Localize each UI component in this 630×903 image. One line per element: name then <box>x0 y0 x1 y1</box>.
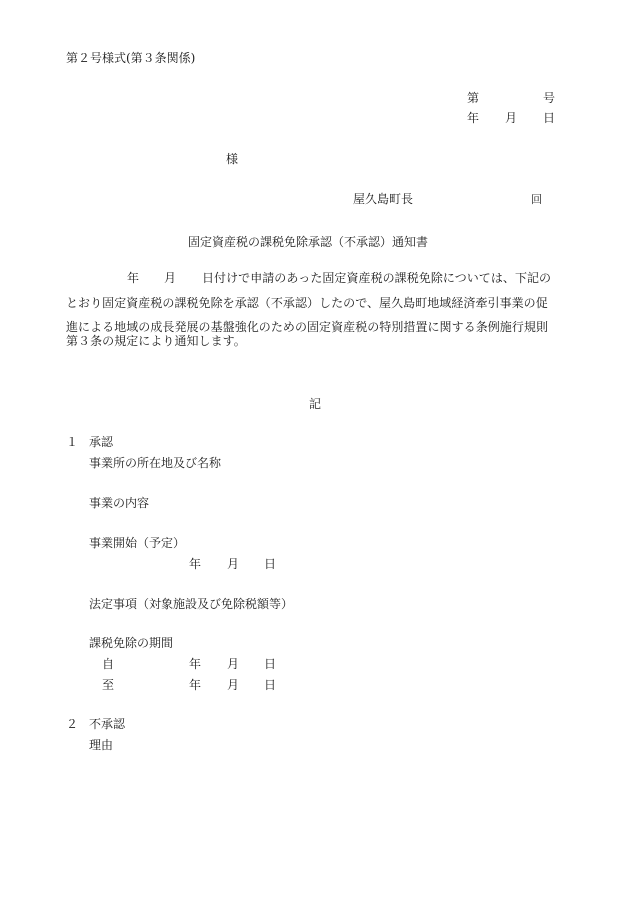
reason-label: 理由 <box>89 738 114 752</box>
period-to-month: 月 <box>227 678 240 692</box>
period-to-label: 至 <box>102 678 115 692</box>
start-date-day: 日 <box>264 557 277 571</box>
section1-number: １ <box>66 435 79 449</box>
body-month: 月 <box>164 271 177 285</box>
official-seal-mark: 回 <box>531 193 542 206</box>
body-line-3: 進による地域の成長発展の基盤強化のための固定資産税の特別措置に関する条例施行規則 <box>66 320 549 334</box>
item-location-label: 事業所の所在地及び名称 <box>89 456 222 470</box>
start-date-year: 年 <box>189 557 202 571</box>
period-from-day: 日 <box>264 657 277 671</box>
start-date-month: 月 <box>227 557 240 571</box>
item-legal-label: 法定事項（対象施設及び免除税額等） <box>89 597 294 611</box>
doc-date-day: 日 <box>543 111 556 125</box>
period-from-year: 年 <box>189 657 202 671</box>
item-content-label: 事業の内容 <box>89 496 150 510</box>
period-from-label: 自 <box>102 657 115 671</box>
doc-date-year: 年 <box>467 111 480 125</box>
doc-number-go: 号 <box>543 91 556 105</box>
period-from-month: 月 <box>227 657 240 671</box>
period-to-year: 年 <box>189 678 202 692</box>
item-start-label: 事業開始（予定） <box>89 536 186 550</box>
document-title: 固定資産税の課税免除承認（不承認）通知書 <box>188 235 429 249</box>
sender-title: 屋久島町長 <box>353 192 414 206</box>
body-line-4: 第３条の規定により通知します。 <box>66 334 246 348</box>
item-period-label: 課税免除の期間 <box>89 636 174 650</box>
body-line-2: とおり固定資産税の課税免除を承認（不承認）したので、屋久島町地域経済牽引事業の促 <box>66 296 548 310</box>
ki-marker: 記 <box>309 397 322 411</box>
addressee-suffix: 様 <box>226 152 239 166</box>
body-line-1: 日付けで申請のあった固定資産税の課税免除については、下記の <box>202 271 552 285</box>
section1-heading: 承認 <box>89 435 114 449</box>
form-number: 第２号様式(第３条関係) <box>66 51 196 65</box>
section2-heading: 不承認 <box>89 717 126 731</box>
section2-number: ２ <box>66 717 79 731</box>
doc-number-dai: 第 <box>467 91 480 105</box>
period-to-day: 日 <box>264 678 277 692</box>
body-year: 年 <box>127 271 140 285</box>
doc-date-month: 月 <box>505 111 518 125</box>
